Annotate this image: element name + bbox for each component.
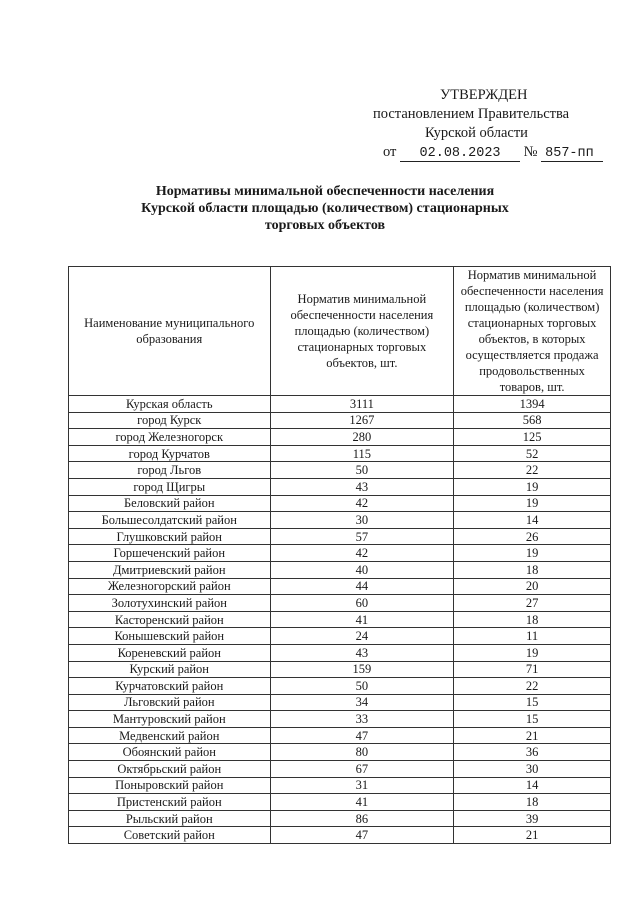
norm-food-cell: 19 <box>454 478 611 495</box>
norm-food-cell: 15 <box>454 711 611 728</box>
number-label: № <box>523 144 538 160</box>
municipality-cell: Конышевский район <box>69 628 271 645</box>
municipality-cell: Касторенский район <box>69 611 271 628</box>
municipality-cell: город Курчатов <box>69 445 271 462</box>
approval-date: 02.08.2023 <box>400 146 520 162</box>
norm-total-cell: 280 <box>270 429 454 446</box>
municipality-cell: Глушковский район <box>69 528 271 545</box>
from-label: от <box>383 144 397 160</box>
municipality-cell: город Щигры <box>69 478 271 495</box>
municipality-cell: Советский район <box>69 827 271 844</box>
norm-food-cell: 18 <box>454 611 611 628</box>
norm-total-cell: 50 <box>270 678 454 695</box>
norm-food-cell: 19 <box>454 644 611 661</box>
table-row <box>69 429 611 446</box>
norm-food-cell: 14 <box>454 777 611 794</box>
municipality-cell: Октябрьский район <box>69 761 271 778</box>
norm-food-cell: 36 <box>454 744 611 761</box>
norm-total-cell: 42 <box>270 545 454 562</box>
municipality-cell: Большесолдатский район <box>69 512 271 529</box>
table-row <box>69 578 611 595</box>
norm-food-cell: 71 <box>454 661 611 678</box>
norm-food-cell: 39 <box>454 810 611 827</box>
municipality-cell: Пристенский район <box>69 794 271 811</box>
norm-total-cell: 41 <box>270 794 454 811</box>
approval-number: 857-пп <box>541 146 603 162</box>
norm-total-cell: 43 <box>270 478 454 495</box>
norm-food-cell: 14 <box>454 512 611 529</box>
norm-total-cell: 43 <box>270 644 454 661</box>
table-row <box>69 678 611 695</box>
norm-total-cell: 50 <box>270 462 454 479</box>
table-row <box>69 611 611 628</box>
norm-food-cell: 125 <box>454 429 611 446</box>
table-row <box>69 744 611 761</box>
norm-total-cell: 33 <box>270 711 454 728</box>
norm-food-cell: 27 <box>454 595 611 612</box>
municipality-cell: Железногорский район <box>69 578 271 595</box>
norm-food-cell: 21 <box>454 827 611 844</box>
municipality-cell: Курчатовский район <box>69 678 271 695</box>
table-row <box>69 545 611 562</box>
norm-total-cell: 31 <box>270 777 454 794</box>
norm-total-cell: 41 <box>270 611 454 628</box>
municipality-cell: Беловский район <box>69 495 271 512</box>
norm-food-cell: 22 <box>454 678 611 695</box>
approved-label: УТВЕРЖДЕН <box>440 87 528 103</box>
norms-table <box>68 266 611 844</box>
table-row <box>69 445 611 462</box>
municipality-cell: Курский район <box>69 661 271 678</box>
norm-food-cell: 19 <box>454 545 611 562</box>
norm-food-cell: 22 <box>454 462 611 479</box>
table-header-row <box>69 267 611 396</box>
table-row <box>69 462 611 479</box>
norm-total-cell: 57 <box>270 528 454 545</box>
norm-total-cell: 159 <box>270 661 454 678</box>
municipality-cell: Рыльский район <box>69 810 271 827</box>
norm-food-cell: 1394 <box>454 396 611 413</box>
table-row <box>69 794 611 811</box>
title-line: торговых объектов <box>264 218 386 233</box>
document-title <box>110 183 540 234</box>
norm-total-cell: 60 <box>270 595 454 612</box>
norm-total-cell: 40 <box>270 561 454 578</box>
table-row <box>69 661 611 678</box>
norm-total-cell: 24 <box>270 628 454 645</box>
municipality-cell: Льговский район <box>69 694 271 711</box>
table-row <box>69 528 611 545</box>
municipality-cell: город Льгов <box>69 462 271 479</box>
municipality-cell: город Курск <box>69 412 271 429</box>
norm-food-cell: 18 <box>454 561 611 578</box>
table-row <box>69 711 611 728</box>
norm-food-cell: 15 <box>454 694 611 711</box>
municipality-cell: Дмитриевский район <box>69 561 271 578</box>
table-row <box>69 727 611 744</box>
table-row <box>69 644 611 661</box>
norm-total-cell: 1267 <box>270 412 454 429</box>
table-row <box>69 810 611 827</box>
approved-by: постановлением Правительства <box>373 106 570 122</box>
header-municipality: Наименование муниципального образования <box>69 267 271 396</box>
title-line: Нормативы минимальной обеспеченности населения <box>155 184 495 199</box>
municipality-cell: Мантуровский район <box>69 711 271 728</box>
norm-total-cell: 67 <box>270 761 454 778</box>
title-line: Курской области площадью (количеством) стационарных <box>141 201 509 216</box>
norm-total-cell: 80 <box>270 744 454 761</box>
table-row <box>69 412 611 429</box>
municipality-cell: Горшеченский район <box>69 545 271 562</box>
table-row <box>69 777 611 794</box>
table-row <box>69 694 611 711</box>
municipality-cell: Золотухинский район <box>69 595 271 612</box>
municipality-cell: город Железногорск <box>69 429 271 446</box>
table-row <box>69 478 611 495</box>
norm-food-cell: 26 <box>454 528 611 545</box>
approved-region: Курской области <box>425 125 528 141</box>
table-row <box>69 561 611 578</box>
norm-food-cell: 19 <box>454 495 611 512</box>
municipality-cell: Обоянский район <box>69 744 271 761</box>
municipality-cell: Поныровский район <box>69 777 271 794</box>
norm-total-cell: 44 <box>270 578 454 595</box>
approval-stamp <box>360 86 600 162</box>
table-row <box>69 396 611 413</box>
norm-total-cell: 30 <box>270 512 454 529</box>
table-row <box>69 628 611 645</box>
approval-date-number <box>360 143 600 162</box>
table-row <box>69 595 611 612</box>
municipality-cell: Медвенский район <box>69 727 271 744</box>
header-norm-total: Норматив минимальной обеспеченности населения площадью (количеством) стационарных торговых объектов, шт. <box>270 267 454 396</box>
norm-total-cell: 34 <box>270 694 454 711</box>
header-norm-food: Норматив минимальной обеспеченности населения площадью (количеством) стационарных торговых объектов, в которых осуществляется продажа продовольственных товаров, шт. <box>454 267 611 396</box>
norm-total-cell: 86 <box>270 810 454 827</box>
table-row <box>69 761 611 778</box>
norm-food-cell: 30 <box>454 761 611 778</box>
norm-total-cell: 47 <box>270 827 454 844</box>
table-row <box>69 512 611 529</box>
norm-food-cell: 52 <box>454 445 611 462</box>
norm-total-cell: 115 <box>270 445 454 462</box>
norm-total-cell: 42 <box>270 495 454 512</box>
norm-food-cell: 21 <box>454 727 611 744</box>
norm-food-cell: 18 <box>454 794 611 811</box>
municipality-cell: Кореневский район <box>69 644 271 661</box>
norm-total-cell: 3111 <box>270 396 454 413</box>
norm-total-cell: 47 <box>270 727 454 744</box>
norm-food-cell: 11 <box>454 628 611 645</box>
municipality-cell: Курская область <box>69 396 271 413</box>
table-row <box>69 495 611 512</box>
table-row <box>69 827 611 844</box>
norm-food-cell: 568 <box>454 412 611 429</box>
norm-food-cell: 20 <box>454 578 611 595</box>
